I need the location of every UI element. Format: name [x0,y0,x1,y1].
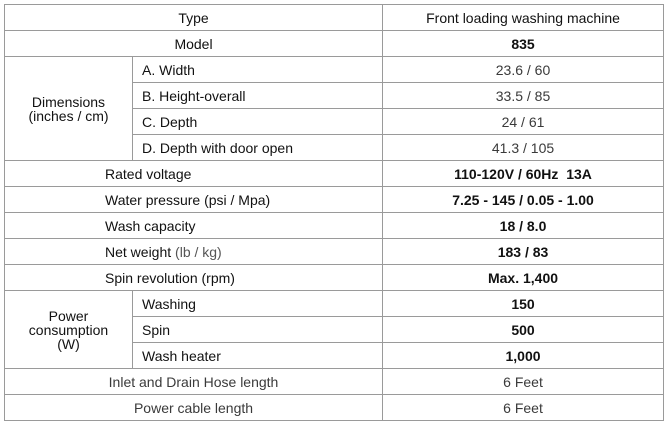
model-label: Model [5,31,383,57]
width-value: 23.6 / 60 [383,57,664,83]
spin-value: 500 [383,317,664,343]
spin-revolution-cell [5,265,383,291]
spin-revolution-unit: (rpm) [201,269,235,286]
width-label: A. Width [133,57,383,83]
wash-capacity-label: Wash capacity [5,213,383,239]
table-row [5,291,664,317]
table-row [5,57,664,83]
water-pressure-value: 7.25 - 145 / 0.05 - 1.00 [383,187,664,213]
type-value: Front loading washing machine [383,5,664,31]
power-label-line3: (W) [57,335,80,352]
table-row [5,5,664,31]
depth-label: C. Depth [133,109,383,135]
power-cable-value: 6 Feet [383,395,664,421]
table-row [5,395,664,421]
rated-voltage-label: Rated voltage [5,161,383,187]
table-row [5,31,664,57]
type-label: Type [5,5,383,31]
washing-value: 150 [383,291,664,317]
net-weight-value: 183 / 83 [383,239,664,265]
dimensions-group-label [5,57,133,161]
spin-label: Spin [133,317,383,343]
hose-length-value: 6 Feet [383,369,664,395]
net-weight-unit: (lb / kg) [175,243,222,260]
height-label: B. Height-overall [133,83,383,109]
spec-table [4,4,664,421]
power-cable-label: Power cable length [5,395,383,421]
height-value: 33.5 / 85 [383,83,664,109]
table-row [5,161,664,187]
dimensions-unit: (inches / cm) [28,107,109,124]
power-label-line1: Power [48,307,89,324]
washing-label: Washing [133,291,383,317]
table-row [5,239,664,265]
power-label-line2: consumption [28,321,109,338]
table-row [5,213,664,239]
hose-length-label: Inlet and Drain Hose length [5,369,383,395]
spin-revolution-label: Spin revolution [105,269,198,286]
table-row [5,369,664,395]
depth-door-open-label: D. Depth with door open [133,135,383,161]
wash-heater-label: Wash heater [133,343,383,369]
depth-door-open-value: 41.3 / 105 [383,135,664,161]
net-weight-label: Net weight [105,243,172,260]
power-group-label [5,291,133,369]
wash-capacity-value: 18 / 8.0 [383,213,664,239]
wash-heater-value: 1,000 [383,343,664,369]
spin-revolution-value: Max. 1,400 [383,265,664,291]
water-pressure-label: Water pressure (psi / Mpa) [5,187,383,213]
depth-value: 24 / 61 [383,109,664,135]
rated-voltage-value: 110-120V / 60Hz 13A [383,161,664,187]
model-value: 835 [383,31,664,57]
table-row [5,187,664,213]
net-weight-cell [5,239,383,265]
table-row [5,265,664,291]
dimensions-label: Dimensions [31,93,106,110]
